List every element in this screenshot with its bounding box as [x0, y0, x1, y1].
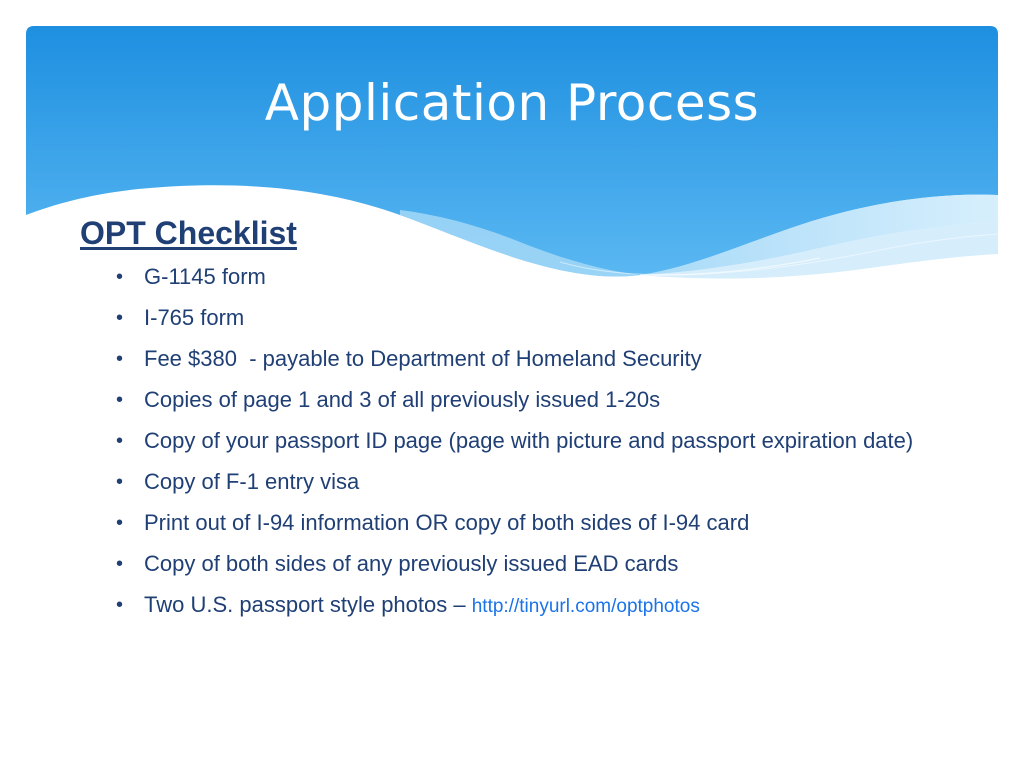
- bullet-icon: •: [116, 430, 124, 453]
- list-item-text: Fee $380 - payable to Department of Homeland Security: [144, 346, 702, 372]
- list-item-text: I-765 form: [144, 305, 245, 331]
- section-heading: OPT Checklist: [80, 215, 297, 251]
- list-item: [80, 424, 960, 458]
- list-item: [80, 301, 960, 335]
- bullet-icon: •: [116, 348, 124, 371]
- bullet-icon: •: [116, 471, 124, 494]
- list-item: [80, 588, 960, 624]
- bullet-icon: •: [116, 553, 124, 576]
- list-item: [80, 465, 960, 499]
- bullet-icon: •: [116, 266, 124, 289]
- bullet-icon: •: [116, 389, 124, 412]
- list-item: [80, 342, 960, 376]
- list-item: [80, 260, 960, 294]
- slide-content: [80, 214, 960, 631]
- list-item-text: G-1145 form: [144, 264, 266, 290]
- bullet-icon: •: [116, 512, 124, 535]
- bullet-icon: •: [116, 594, 124, 617]
- list-item: [80, 506, 960, 540]
- slide-title: Application Process: [264, 74, 760, 132]
- list-item-text: Copy of F-1 entry visa: [144, 469, 360, 495]
- list-item-text: Two U.S. passport style photos –: [144, 592, 472, 618]
- list-item: [80, 383, 960, 417]
- list-item-text: Copy of both sides of any previously issued EAD cards: [144, 551, 679, 577]
- optphotos-link[interactable]: http://tinyurl.com/optphotos: [471, 596, 700, 618]
- list-item-text: Print out of I-94 information OR copy of both sides of I-94 card: [144, 510, 750, 536]
- checklist: [80, 260, 960, 624]
- list-item: [80, 547, 960, 581]
- list-item-text: Copy of your passport ID page (page with picture and passport expiration date): [144, 428, 914, 454]
- list-item-text: Copies of page 1 and 3 of all previously issued 1-20s: [144, 387, 661, 413]
- bullet-icon: •: [116, 307, 124, 330]
